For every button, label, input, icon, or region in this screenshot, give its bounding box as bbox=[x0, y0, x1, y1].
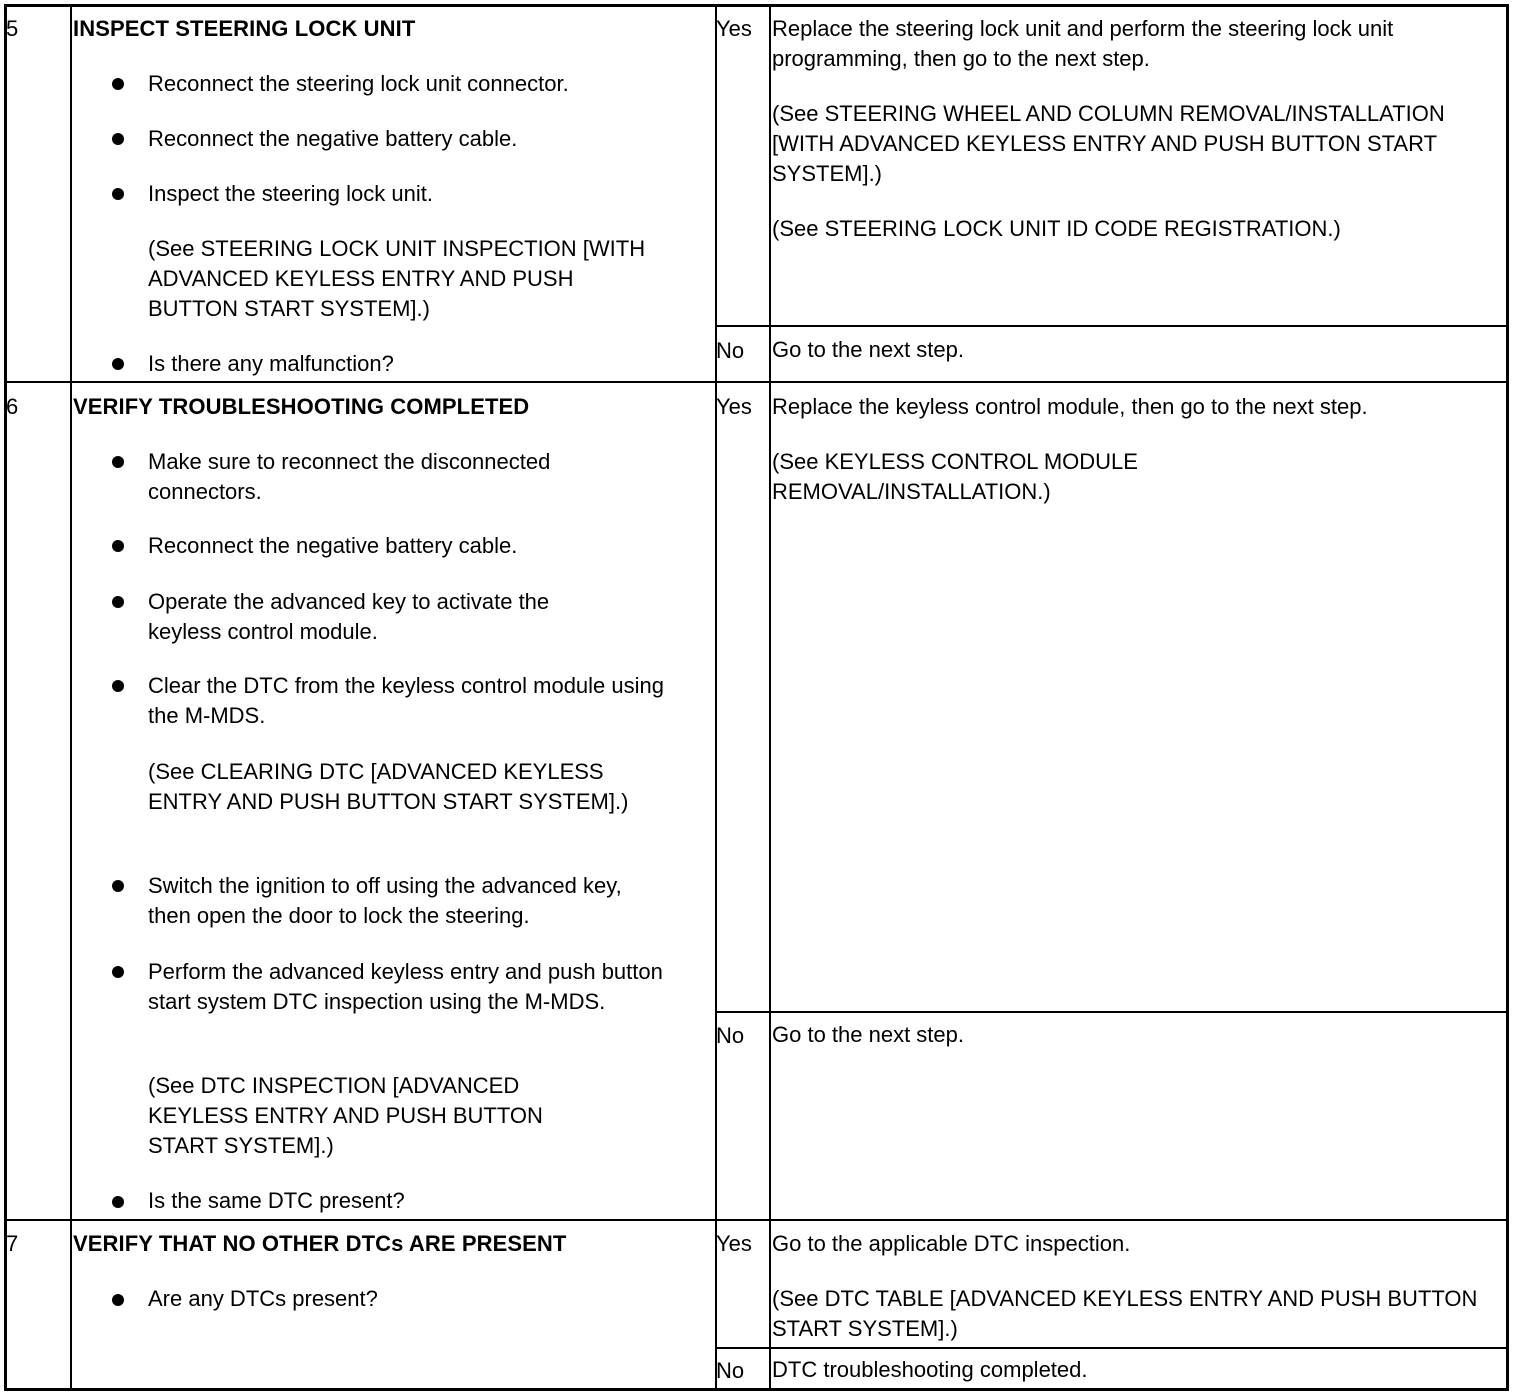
step-instruction: Perform the advanced keyless entry and push button start system DTC inspection using the M-MDS. bbox=[148, 959, 663, 1014]
bullet-icon bbox=[112, 358, 124, 370]
column-divider-yes-no bbox=[769, 4, 771, 1391]
step-question: Are any DTCs present? bbox=[148, 1286, 378, 1311]
bullet-icon bbox=[112, 880, 124, 892]
bullet-icon bbox=[112, 540, 124, 552]
yes-reference: (See KEYLESS CONTROL MODULE REMOVAL/INSTALLATION.) bbox=[772, 449, 1138, 504]
yes-no-divider-step-7 bbox=[715, 1347, 1509, 1349]
row-divider-step-6 bbox=[4, 381, 1509, 383]
yes-label: Yes bbox=[716, 1231, 752, 1256]
no-result: DTC troubleshooting completed. bbox=[772, 1357, 1088, 1382]
step-instruction: Switch the ignition to off using the advanced key, then open the door to lock the steering. bbox=[148, 873, 622, 928]
step-instruction: Reconnect the negative battery cable. bbox=[148, 533, 518, 558]
yes-reference: (See STEERING LOCK UNIT ID CODE REGISTRATION.) bbox=[772, 216, 1341, 241]
bullet-icon bbox=[112, 680, 124, 692]
step-question: Is the same DTC present? bbox=[148, 1188, 405, 1213]
step-reference-note: (See STEERING LOCK UNIT INSPECTION [WITH ADVANCED KEYLESS ENTRY AND PUSH BUTTON START SYSTEM].) bbox=[148, 236, 646, 321]
column-divider-number bbox=[70, 4, 72, 1391]
step-instruction: Make sure to reconnect the disconnected connectors. bbox=[148, 449, 551, 504]
yes-result: Replace the keyless control module, then go to the next step. bbox=[772, 394, 1368, 419]
yes-no-divider-step-6 bbox=[715, 1011, 1509, 1013]
yes-label: Yes bbox=[716, 16, 752, 41]
step-reference-note: (See CLEARING DTC [ADVANCED KEYLESS ENTRY AND PUSH BUTTON START SYSTEM].) bbox=[148, 759, 629, 814]
bullet-icon bbox=[112, 133, 124, 145]
step-title: VERIFY THAT NO OTHER DTCs ARE PRESENT bbox=[73, 1231, 567, 1256]
bullet-icon bbox=[112, 1196, 124, 1208]
bullet-icon bbox=[112, 1294, 124, 1306]
bullet-icon bbox=[112, 78, 124, 90]
no-result: Go to the next step. bbox=[772, 337, 965, 362]
step-number: 7 bbox=[6, 1231, 19, 1256]
row-divider-step-7 bbox=[4, 1219, 1509, 1221]
yes-no-divider-step-5 bbox=[715, 325, 1509, 327]
step-title: VERIFY TROUBLESHOOTING COMPLETED bbox=[73, 394, 530, 419]
step-instruction: Inspect the steering lock unit. bbox=[148, 181, 433, 206]
step-instruction: Reconnect the negative battery cable. bbox=[148, 126, 518, 151]
bullet-icon bbox=[112, 966, 124, 978]
step-reference-note: (See DTC INSPECTION [ADVANCED KEYLESS ENTRY AND PUSH BUTTON START SYSTEM].) bbox=[148, 1073, 543, 1158]
bullet-icon bbox=[112, 188, 124, 200]
bullet-icon bbox=[112, 456, 124, 468]
yes-result: Go to the applicable DTC inspection. bbox=[772, 1231, 1131, 1256]
step-question: Is there any malfunction? bbox=[148, 351, 394, 376]
step-number: 5 bbox=[6, 16, 19, 41]
yes-reference: (See DTC TABLE [ADVANCED KEYLESS ENTRY AND PUSH BUTTON START SYSTEM].) bbox=[772, 1286, 1478, 1341]
step-instruction: Operate the advanced key to activate the keyless control module. bbox=[148, 589, 550, 644]
yes-label: Yes bbox=[716, 394, 752, 419]
step-title: INSPECT STEERING LOCK UNIT bbox=[73, 16, 416, 41]
step-number: 6 bbox=[6, 394, 19, 419]
yes-reference: (See STEERING WHEEL AND COLUMN REMOVAL/INSTALLATION [WITH ADVANCED KEYLESS ENTRY AND PUSH BUTTON START SYSTEM].) bbox=[772, 101, 1445, 186]
no-result: Go to the next step. bbox=[772, 1022, 965, 1047]
bullet-icon bbox=[112, 596, 124, 608]
no-label: No bbox=[716, 338, 745, 363]
step-instruction: Clear the DTC from the keyless control module using the M-MDS. bbox=[148, 673, 664, 728]
step-instruction: Reconnect the steering lock unit connector. bbox=[148, 71, 569, 96]
no-label: No bbox=[716, 1358, 745, 1383]
column-divider-action bbox=[715, 4, 717, 1391]
yes-result: Replace the steering lock unit and perform the steering lock unit programming, then go to the next step. bbox=[772, 16, 1394, 71]
no-label: No bbox=[716, 1023, 745, 1048]
